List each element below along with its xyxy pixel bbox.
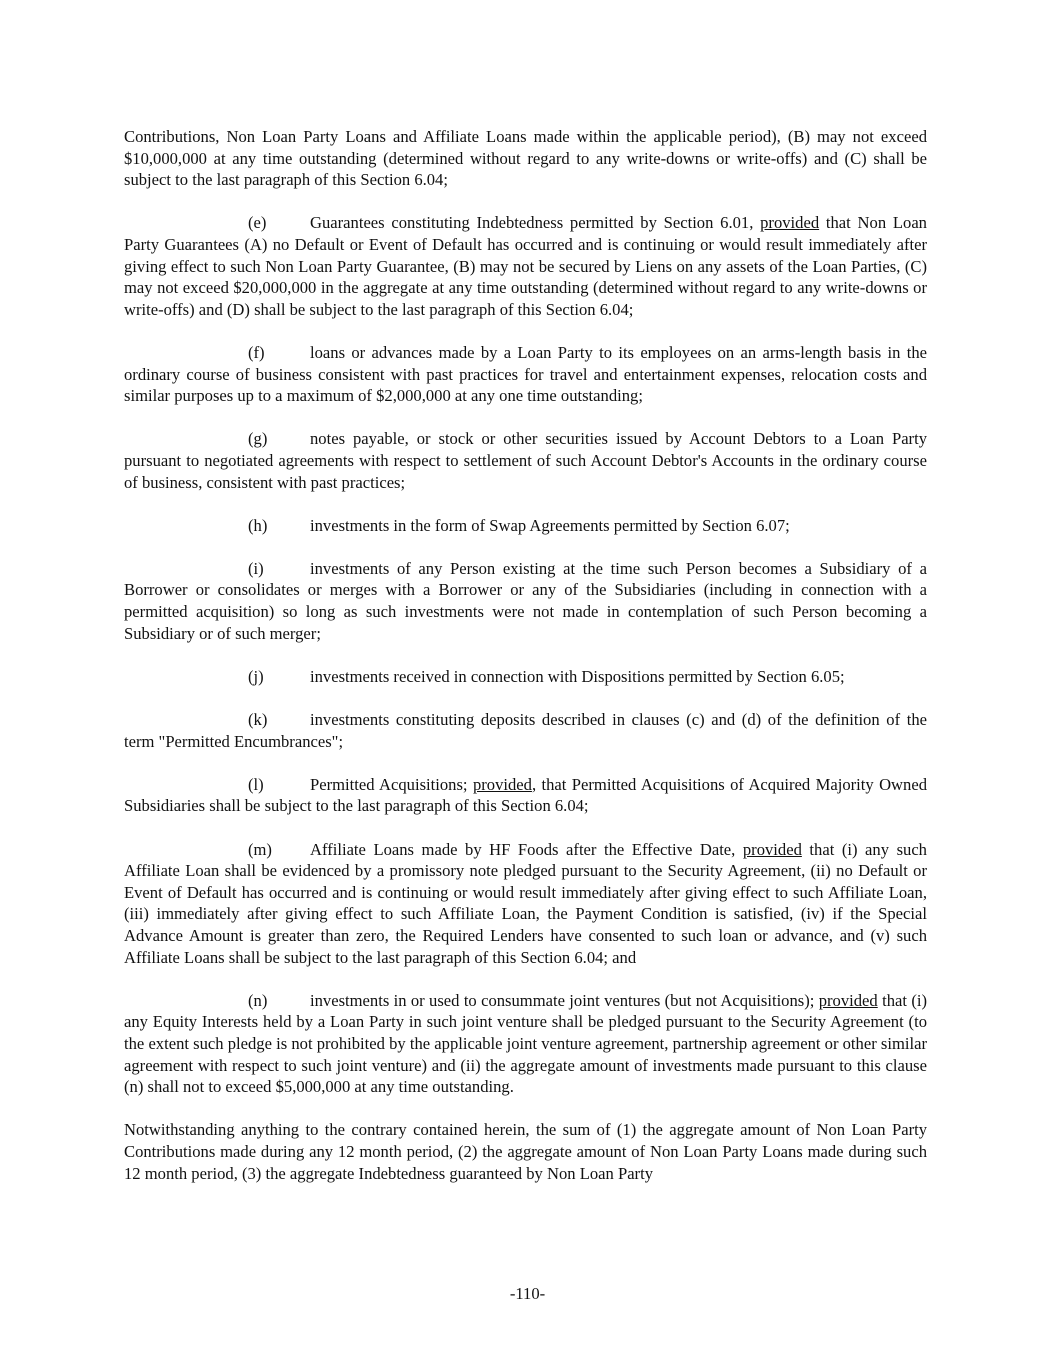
provided-term: provided <box>472 774 532 794</box>
clause-n <box>124 990 927 1098</box>
clause-text: investments constituting deposits described in clauses (c) and (d) of the definition of the term "Permitted Encumbrances"; <box>124 710 927 751</box>
clause-m <box>124 839 927 969</box>
clause-label: (h) <box>248 515 268 535</box>
clause-text-continued: that (i) any Equity Interests held by a Loan Party in such joint venture shall be pledged pursuant to the Security Agreement (to the extent such pledge is not prohibited by the applicable joint venture agreement, partnership agreement or other similar agreement with respect to such joint venture) and (ii) the aggregate amount of investments made pursuant to this clause (n) shall not to exceed $5,000,000 at any time outstanding. <box>124 990 927 1097</box>
clause-k <box>124 709 927 752</box>
clause-label: (j) <box>248 666 264 686</box>
clause-label: (g) <box>248 429 268 449</box>
provided-term: provided <box>818 990 878 1010</box>
clause-l <box>124 774 927 817</box>
clause-h <box>124 515 927 537</box>
clause-text: investments of any Person existing at the time such Person becomes a Subsidiary of a Borrower or consolidates or merges with a Borrower or any of the Subsidiaries (including in connection with a permitted acquisition) so long as such investments were not made in contemplation of such Person becoming a Subsidiary or of such merger; <box>124 558 927 643</box>
clause-label: (i) <box>248 558 264 578</box>
clause-text-continued: that Non Loan Party Guarantees (A) no Default or Event of Default has occurred and is continuing or would result immediately after giving effect to such Non Loan Party Guarantee, (B) may not be secured by Liens on any assets of the Loan Parties, (C) may not exceed $20,000,000 in the aggregate at any time outstanding (determined without regard to any write-downs or write-offs) and (D) shall be subject to the last paragraph of this Section 6.04; <box>124 213 927 319</box>
clause-i <box>124 558 927 644</box>
clause-text: investments received in connection with Dispositions permitted by Section 6.05; <box>310 666 845 686</box>
clause-label: (m) <box>248 839 272 859</box>
clause-text: notes payable, or stock or other securities issued by Account Debtors to a Loan Party pursuant to negotiated agreements with respect to settlement of such Account Debtor's Accounts in the ordinary course of business, consistent with past practices; <box>124 429 927 492</box>
clause-text: loans or advances made by a Loan Party to its employees on an arms-length basis in the ordinary course of business consistent with past practices for travel and entertainment expenses, relocation costs and similar purposes up to a maximum of $2,000,000 at any one time outstanding; <box>124 342 927 406</box>
clause-label: (l) <box>248 774 264 794</box>
clause-text: Permitted Acquisitions; <box>310 774 468 794</box>
provided-term: provided <box>742 839 802 859</box>
clause-e <box>124 212 927 320</box>
document-body <box>124 126 927 1184</box>
clause-label: (k) <box>248 710 268 730</box>
page-number: -110- <box>509 1284 546 1303</box>
provided-term: provided <box>760 213 820 233</box>
clause-label: (f) <box>248 342 265 362</box>
clause-text: Affiliate Loans made by HF Foods after the Effective Date, <box>310 839 736 859</box>
clause-text: investments in the form of Swap Agreements permitted by Section 6.07; <box>310 515 790 535</box>
clause-text: Guarantees constituting Indebtedness permitted by Section 6.01, <box>310 213 754 233</box>
clause-f <box>124 342 927 407</box>
clause-text-continued: that (i) any such Affiliate Loan shall be evidenced by a promissory note pledged pursuant to the Security Agreement, (ii) no Default or Event of Default has occurred and is continuing or would result immediately after giving effect to such Affiliate Loan, (iii) immediately after giving effect to such Affiliate Loan, the Payment Condition is satisfied, (iv) if the Special Advance Amount is greater than zero, the Required Lenders have consented to such loan or advance, and (v) such Affiliate Loans shall be subject to the last paragraph of this Section 6.04; and <box>124 839 927 967</box>
closing-paragraph: Notwithstanding anything to the contrary contained herein, the sum of (1) the aggregate amount of Non Loan Party Contributions made during any 12 month period, (2) the aggregate amount of Non Loan Party Loans made during such 12 month period, (3) the aggregate Indebtedness guaranteed by Non Loan Party <box>124 1120 927 1183</box>
clause-text: investments in or used to consummate joint ventures (but not Acquisitions); <box>310 990 815 1010</box>
clause-label: (n) <box>248 990 268 1010</box>
clause-text-continued: , that Permitted Acquisitions of Acquired Majority Owned Subsidiaries shall be subject to the last paragraph of this Section 6.04; <box>124 774 927 816</box>
clause-g <box>124 428 927 493</box>
clause-j <box>124 666 927 688</box>
clause-label: (e) <box>248 213 267 233</box>
continuation-paragraph: Contributions, Non Loan Party Loans and Affiliate Loans made within the applicable period), (B) may not exceed $10,000,000 at any time outstanding (determined without regard to any write-downs or write-offs) and (C) shall be subject to the last paragraph of this Section 6.04; <box>124 127 927 190</box>
